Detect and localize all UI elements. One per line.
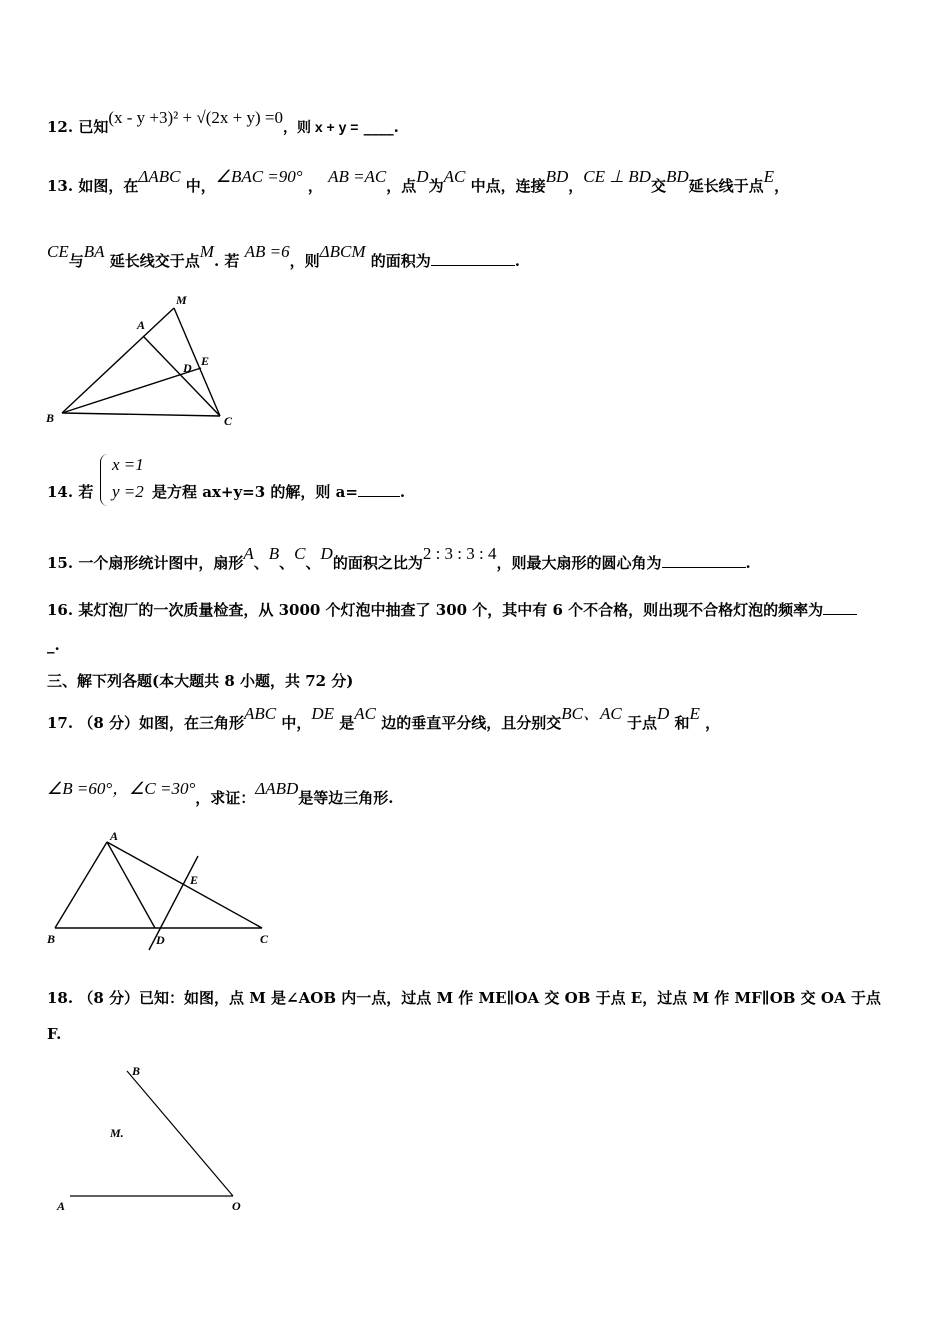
answer-blank: ____ (363, 118, 394, 136)
equation-x: x =1 (112, 455, 144, 474)
label-a: A (137, 318, 146, 332)
answer-blank (823, 600, 857, 615)
answer-blank (358, 482, 400, 497)
label-c: C (224, 414, 233, 428)
label-d: D (183, 361, 192, 375)
label-d: D (156, 933, 165, 947)
line-bc (62, 413, 220, 416)
label-e: E (201, 354, 210, 368)
label-e: E (190, 873, 199, 887)
question-13: 13. 如图，在ΔABC 中，∠BAC =90° ， AB =AC，点D为AC 中点，连接BD，CE ⊥ BD交BD延长线于点E， (47, 167, 790, 195)
question-17-line2: ∠B =60°，∠C =30°，求证：ΔABD是等边三角形. (47, 779, 394, 807)
figure-triangle-bcm (40, 290, 250, 440)
question-12: 12. 已知(x - y +3)² + √(2x + y) =0，则 x + y = ____. (47, 108, 399, 136)
answer-blank (662, 553, 746, 568)
line-ab (55, 842, 107, 928)
label-b: B (132, 1064, 141, 1078)
equation: (x - y +3)² + √(2x + y) =0 (108, 108, 283, 127)
label-a: A (57, 1199, 66, 1213)
label-o: O (232, 1199, 241, 1213)
section-heading: 三、解下列各题(本大题共 8 小题，共 72 分) (47, 672, 354, 690)
question-14: 14. 若 (47, 483, 94, 501)
equation-system-brace (100, 454, 111, 506)
line-ac (143, 336, 220, 416)
question-16: 16. 某灯泡厂的一次质量检查，从 3000 个灯泡中抽查了 300 个，其中有 6 个不合格，则出现不合格灯泡的频率为 (47, 599, 857, 620)
figure-angle-aob (50, 1060, 260, 1220)
figure-triangle-abc (40, 820, 280, 960)
label-b: B (46, 411, 55, 425)
line-be (62, 368, 201, 413)
label-m: M (176, 293, 187, 307)
question-15: 15. 一个扇形统计图中，扇形A、B、C、D的面积之比为2 : 3 : 3 : 4，则最大扇形的圆心角为 . (47, 544, 751, 572)
label-m: M. (110, 1126, 124, 1140)
question-17: 17. （8 分）如图，在三角形ABC 中，DE 是AC 边的垂直平分线，且分别交BC、AC 于点D 和E ， (47, 704, 721, 732)
answer-blank (431, 251, 515, 266)
line-bm (62, 308, 174, 413)
label-a: A (110, 829, 119, 843)
question-18-line2: F. (47, 1025, 62, 1043)
equation-y: y =2 (112, 482, 144, 501)
label-c: C (260, 932, 269, 946)
question-18: 18. （8 分）已知：如图，点 M 是∠AOB 内一点，过点 M 作 ME∥OA 交 OB 于点 E，过点 M 作 MF∥OB 交 OA 于点 (47, 989, 881, 1007)
ray-ob (127, 1071, 233, 1196)
question-16-line2: _. (47, 636, 60, 654)
line-mc (174, 308, 220, 416)
question-13-line2: CE与BA 延长线交于点M. 若 AB =6，则ΔBCM 的面积为 . (47, 242, 521, 270)
label-b: B (47, 932, 56, 946)
question-14-rest: 是方程 ax+y=3 的解，则 a= . (152, 483, 406, 501)
